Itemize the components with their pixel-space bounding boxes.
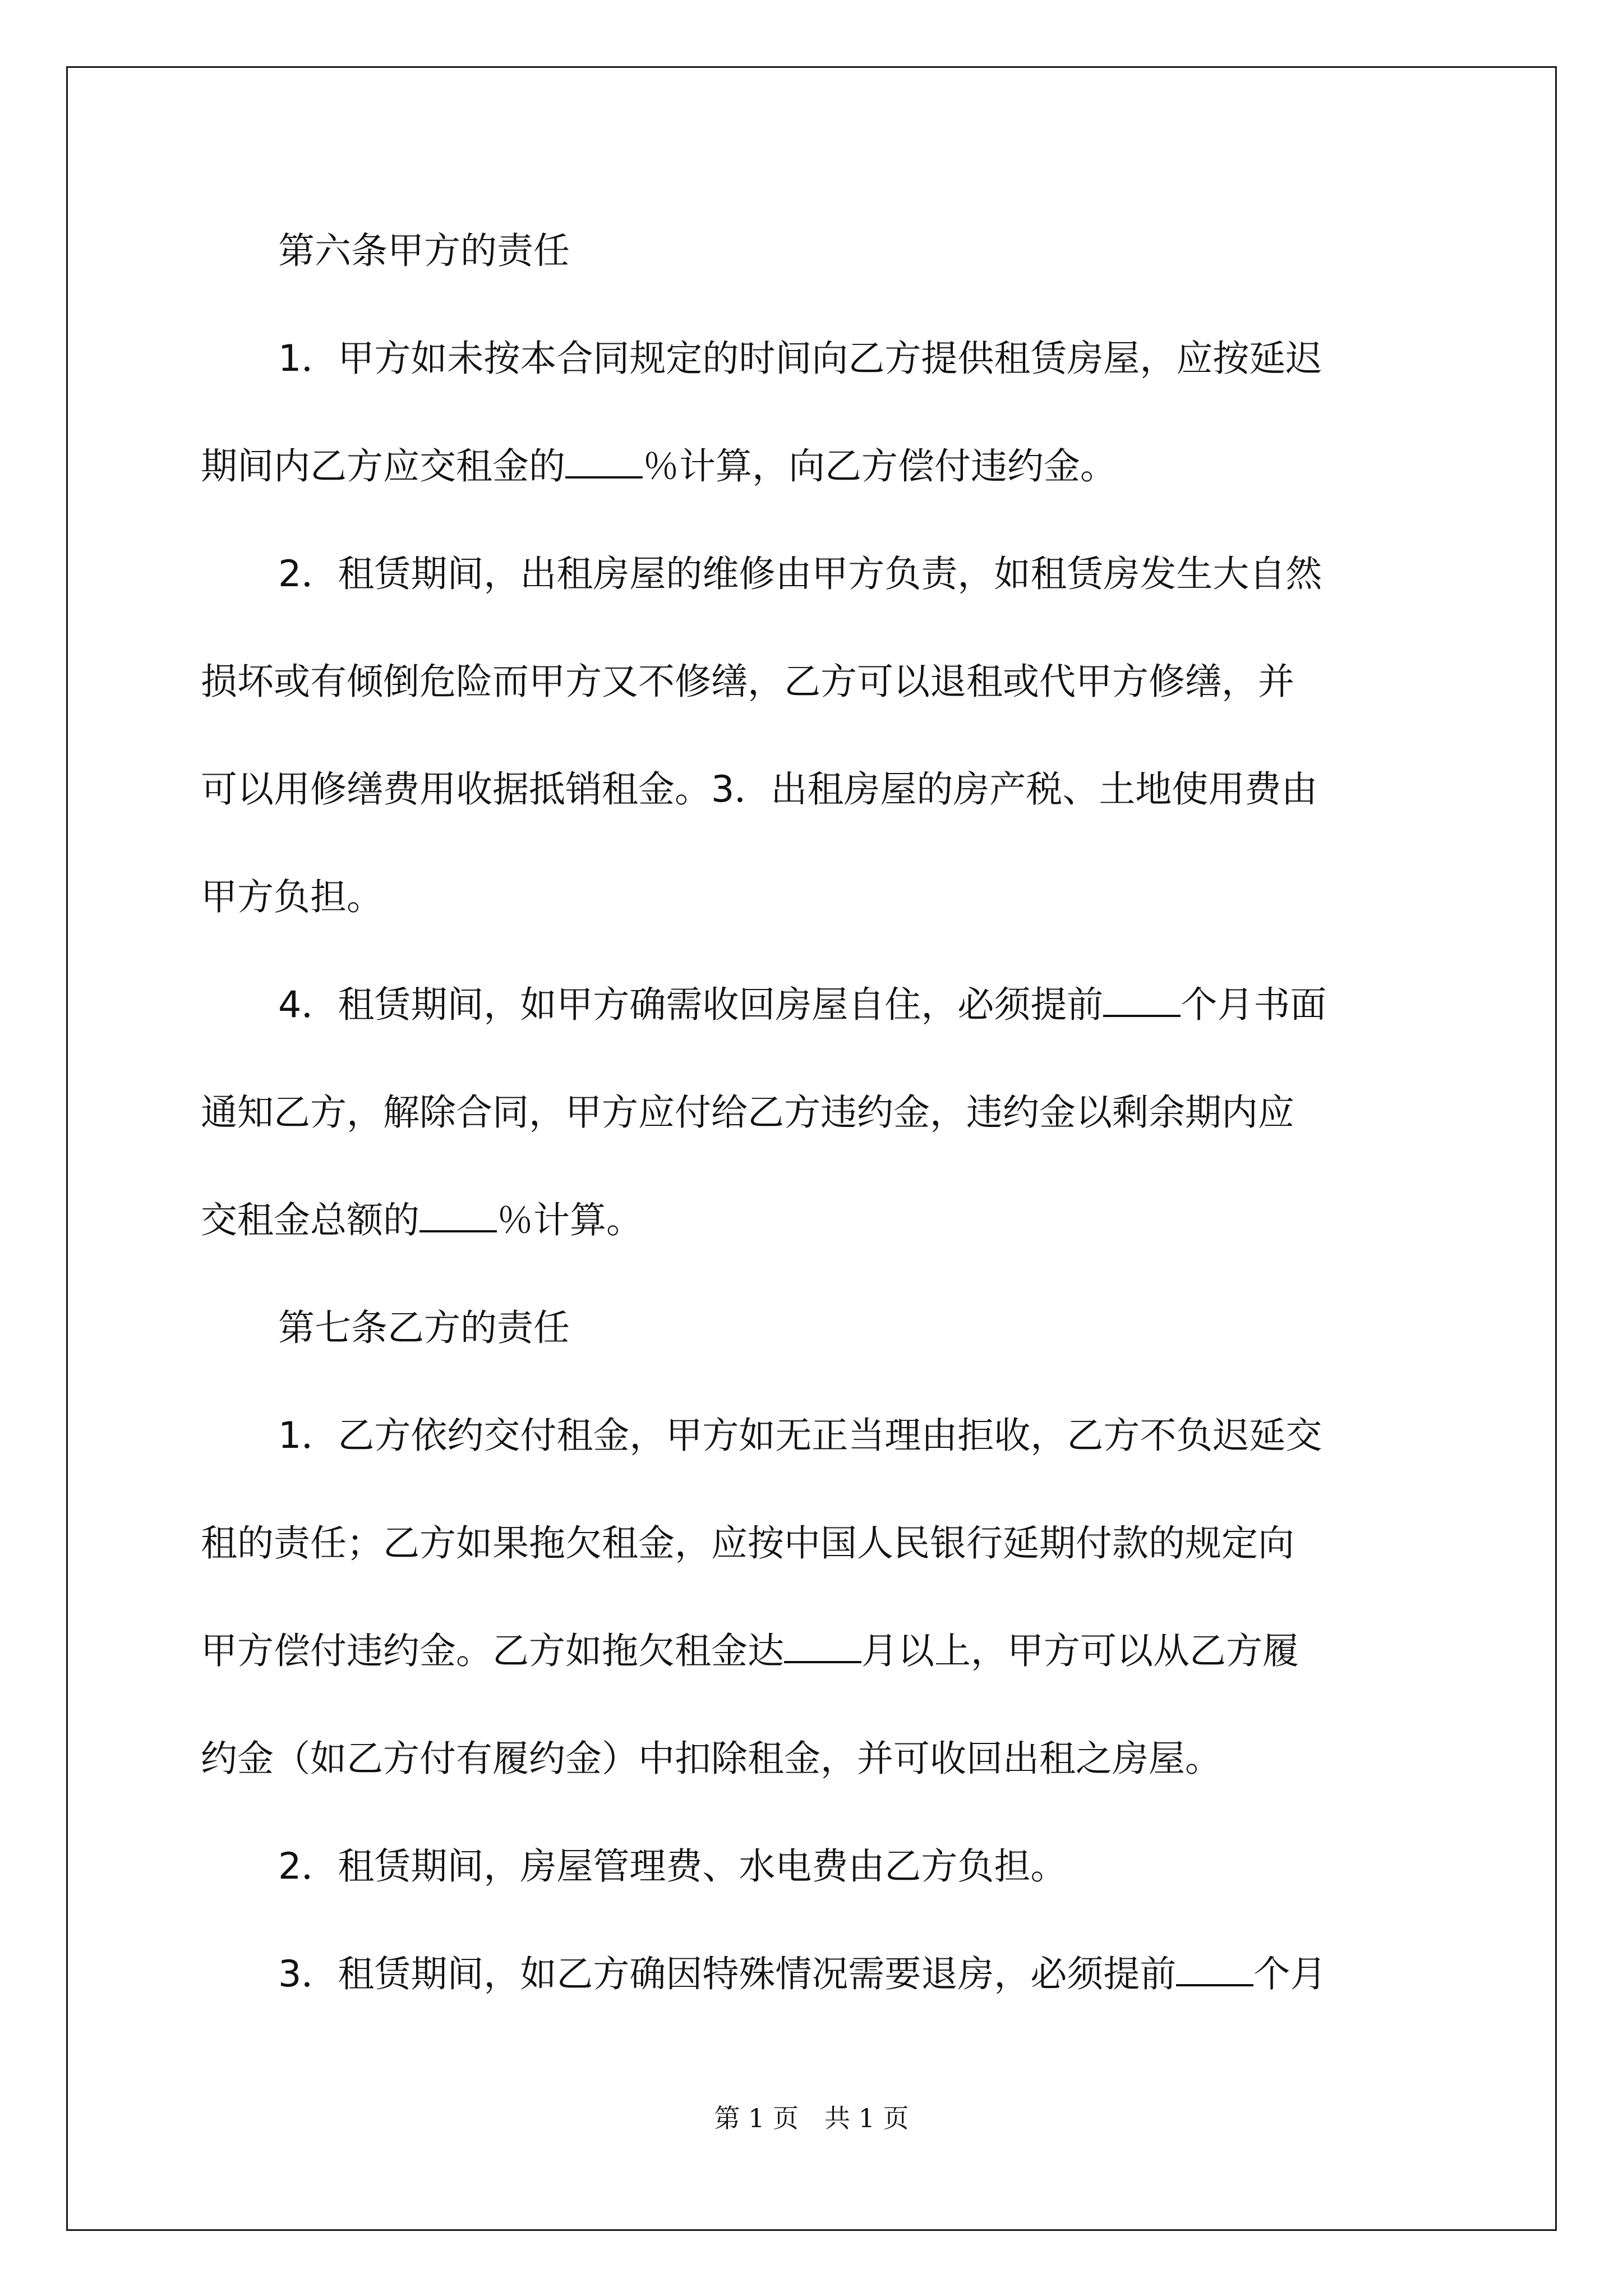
text-run: 3．租赁期间，如乙方确因特殊情况需要退房，必须提前	[278, 1953, 1177, 1995]
fill-in-blank	[784, 1626, 861, 1663]
paragraph-line	[201, 1623, 1435, 1731]
paragraph-line	[201, 977, 1435, 1085]
text-run: 租的责任；乙方如果拖欠租金，应按中国人民银行延期付款的规定向	[201, 1522, 1295, 1565]
text-run: ％计算，向乙方偿付违约金。	[643, 445, 1117, 487]
text-run: 期间内乙方应交租金的	[201, 445, 566, 487]
paragraph-line	[201, 762, 1435, 869]
text-run: 损坏或有倾倒危险而甲方又不修缮，乙方可以退租或代甲方修缮，并	[201, 661, 1295, 703]
heading-text: 第七条乙方的责任	[278, 1307, 570, 1349]
section-heading	[201, 1300, 1435, 1408]
heading-text: 第六条甲方的责任	[278, 230, 570, 272]
paragraph-line	[201, 1731, 1435, 1839]
document-body	[201, 223, 1435, 2054]
paragraph-line	[201, 439, 1435, 546]
fill-in-blank	[1103, 980, 1181, 1017]
fill-in-blank	[565, 441, 643, 478]
text-run: 可以用修缮费用收据抵销租金。3．出租房屋的房产税、土地使用费由	[201, 769, 1318, 811]
text-run: 2．租赁期间，出租房屋的维修由甲方负责，如租赁房发生大自然	[278, 553, 1322, 595]
paragraph-line	[201, 546, 1435, 654]
paragraph-line	[201, 1947, 1435, 2054]
text-run: 通知乙方，解除合同，甲方应付给乙方违约金，违约金以剩余期内应	[201, 1092, 1295, 1134]
paragraph-line	[201, 1516, 1435, 1623]
text-run: 交租金总额的	[201, 1199, 420, 1241]
text-run: 月以上，甲方可以从乙方履	[861, 1630, 1299, 1672]
paragraph-line	[201, 331, 1435, 439]
text-run: 甲方负担。	[201, 876, 384, 918]
paragraph-line	[201, 1839, 1435, 1947]
text-run: 1．甲方如未按本合同规定的时间向乙方提供租赁房屋，应按延迟	[278, 338, 1322, 380]
text-run: 4．租赁期间，如甲方确需收回房屋自住，必须提前	[278, 984, 1104, 1026]
text-run: 个月	[1253, 1953, 1327, 1995]
paragraph-line	[201, 1408, 1435, 1516]
text-run: 甲方偿付违约金。乙方如拖欠租金达	[201, 1630, 785, 1672]
paragraph-line	[201, 1193, 1435, 1300]
paragraph-line	[201, 1085, 1435, 1193]
paragraph-line	[201, 654, 1435, 762]
page-number: 第 1 页 共 1 页	[714, 2103, 909, 2133]
text-run: 1．乙方依约交付租金，甲方如无正当理由拒收，乙方不负迟延交	[278, 1415, 1322, 1457]
text-run: 2．租赁期间，房屋管理费、水电费由乙方负担。	[278, 1846, 1067, 1888]
fill-in-blank	[419, 1195, 497, 1232]
text-run: 个月书面	[1181, 984, 1327, 1026]
text-run: ％计算。	[497, 1199, 643, 1241]
text-run: 约金（如乙方付有履约金）中扣除租金，并可收回出租之房屋。	[201, 1738, 1222, 1780]
fill-in-blank	[1176, 1949, 1253, 1986]
paragraph-line	[201, 869, 1435, 977]
section-heading	[201, 223, 1435, 331]
page-footer	[0, 2098, 1623, 2135]
